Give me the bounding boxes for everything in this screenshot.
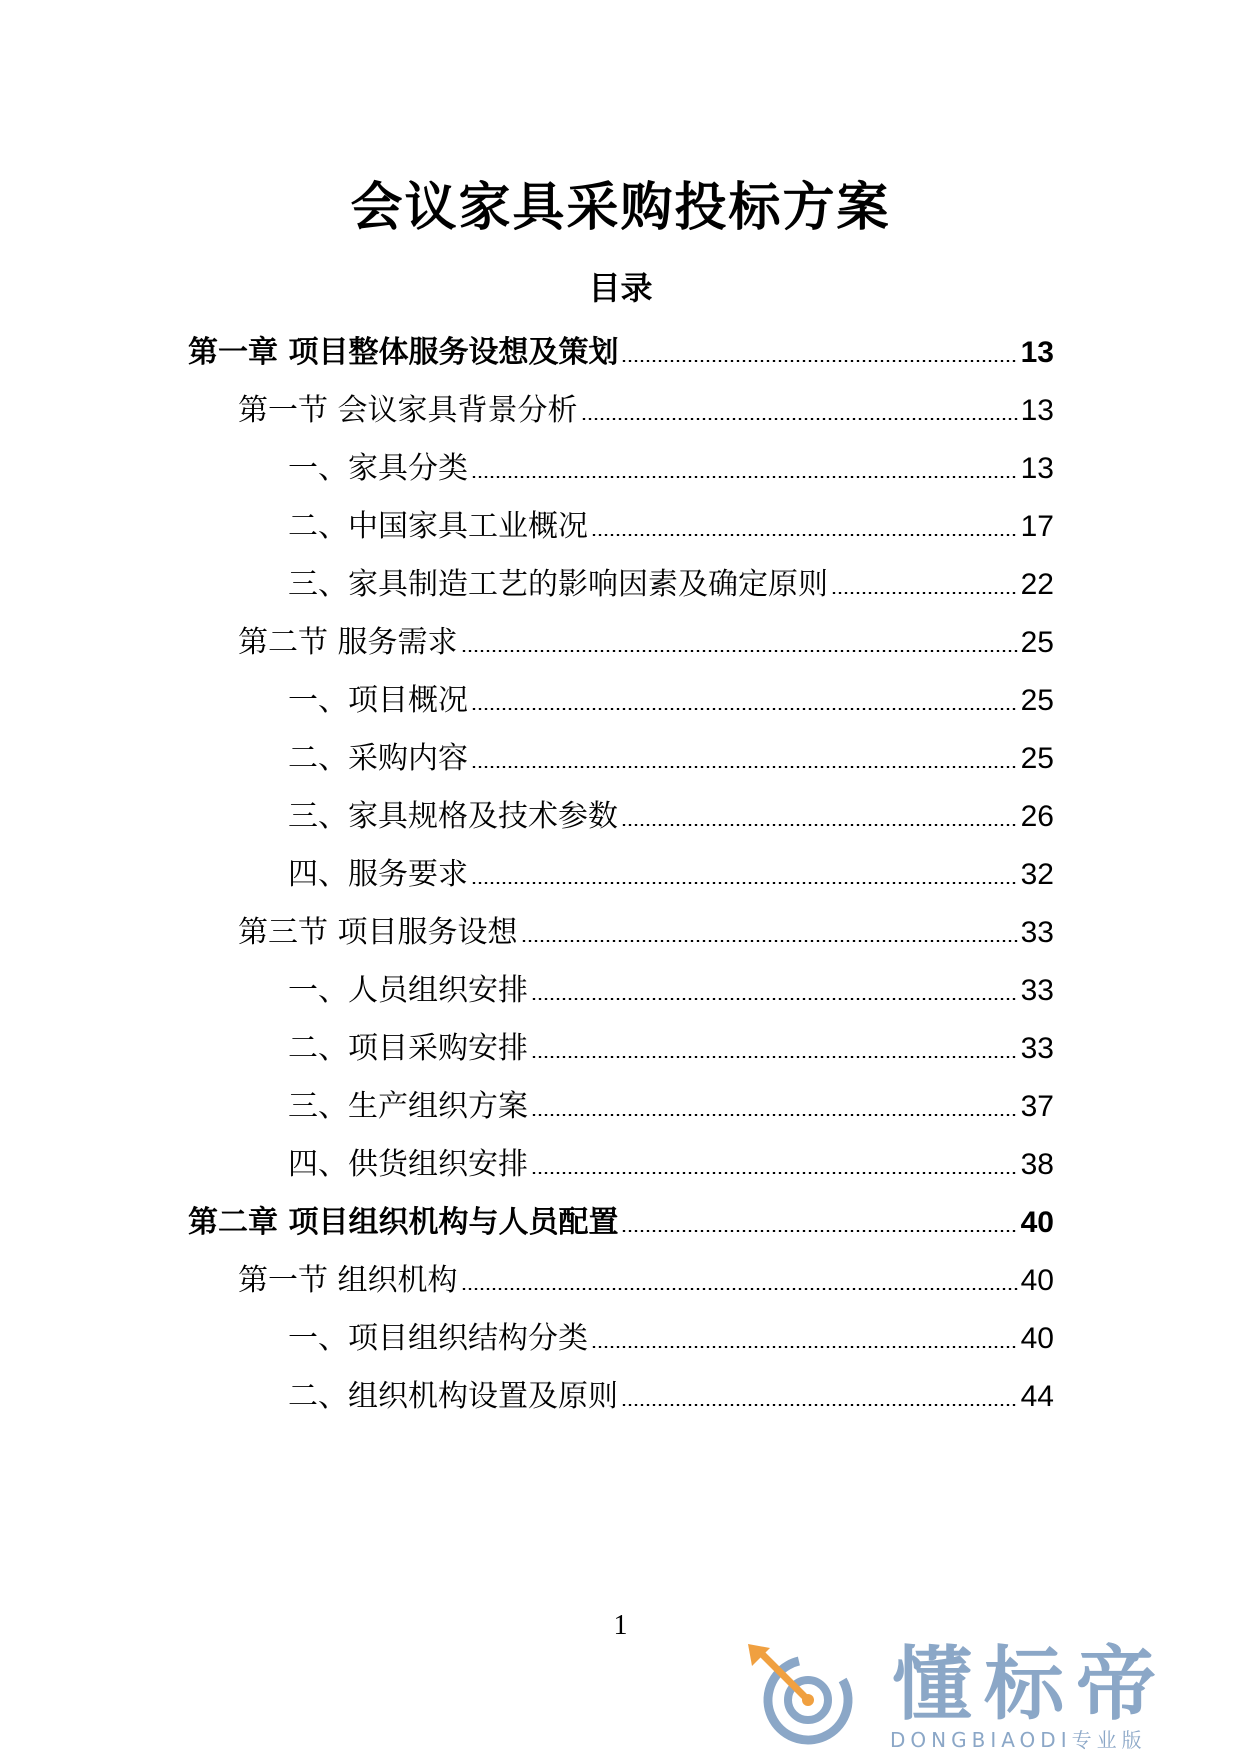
toc-entry-label: 四、服务要求: [288, 857, 468, 892]
toc-entry-page: 38: [1020, 1148, 1054, 1181]
toc-dot-leader: [521, 940, 1018, 942]
toc-entry-label: 二、组织机构设置及原则: [288, 1379, 618, 1414]
toc-dot-leader: [531, 1172, 1018, 1174]
toc-entry[interactable]: [288, 797, 1054, 837]
toc-entry[interactable]: [188, 333, 1054, 373]
toc-entry[interactable]: [288, 681, 1054, 721]
toc-entry-page: 22: [1020, 568, 1054, 601]
toc-heading: 目录: [588, 269, 653, 307]
toc-entry[interactable]: [238, 391, 1054, 431]
toc-dot-leader: [591, 1346, 1018, 1348]
toc-entry-label: 二、项目采购安排: [288, 1031, 528, 1066]
target-arrow-logo-icon: [740, 1640, 870, 1748]
toc-dot-leader: [531, 998, 1018, 1000]
toc-entry-page: 40: [1020, 1264, 1054, 1297]
toc-entry[interactable]: [238, 913, 1054, 953]
toc-entry[interactable]: [288, 1087, 1054, 1127]
toc-entry-page: 13: [1020, 452, 1054, 485]
watermark: [740, 1638, 1220, 1752]
toc-entry-label: 一、人员组织安排: [288, 973, 528, 1008]
toc-entry[interactable]: [238, 1261, 1054, 1301]
toc-dot-leader: [621, 1230, 1017, 1232]
toc-entry-label: 第二章 项目组织机构与人员配置: [188, 1205, 619, 1240]
toc-dot-leader: [591, 534, 1018, 536]
toc-entry-label: 第一章 项目整体服务设想及策划: [188, 335, 619, 370]
toc-entry-page: 40: [1020, 1322, 1054, 1355]
toc-dot-leader: [621, 1404, 1018, 1406]
toc-entry-page: 40: [1020, 1206, 1054, 1239]
toc-dot-leader: [531, 1056, 1018, 1058]
toc-dot-leader: [531, 1114, 1018, 1116]
toc-entry[interactable]: [288, 1319, 1054, 1359]
toc-entry-label: 三、生产组织方案: [288, 1089, 528, 1124]
toc-entry-page: 44: [1020, 1380, 1054, 1413]
toc-entry-label: 第二节 服务需求: [238, 625, 458, 660]
toc-dot-leader: [471, 476, 1018, 478]
watermark-brand-subtitle: DONGBIAODI专业版: [890, 1728, 1147, 1752]
toc-entry[interactable]: [288, 507, 1054, 547]
document-title: 会议家具采购投标方案: [350, 178, 891, 238]
toc-dot-leader: [621, 824, 1018, 826]
toc-entry-label: 三、家具规格及技术参数: [288, 799, 618, 834]
toc-entry-page: 33: [1020, 1032, 1054, 1065]
toc-entry[interactable]: [288, 565, 1054, 605]
toc-entry[interactable]: [288, 1145, 1054, 1185]
toc-entry-label: 二、采购内容: [288, 741, 468, 776]
toc-entry[interactable]: [288, 855, 1054, 895]
toc-dot-leader: [831, 592, 1018, 594]
toc-entry[interactable]: [188, 1203, 1054, 1243]
toc-entry-page: 26: [1020, 800, 1054, 833]
toc-entry-page: 13: [1020, 394, 1054, 427]
toc-entry[interactable]: [288, 739, 1054, 779]
toc-entry-label: 四、供货组织安排: [288, 1147, 528, 1182]
toc-entry[interactable]: [288, 1377, 1054, 1417]
toc-entry-label: 一、项目组织结构分类: [288, 1321, 588, 1356]
toc-entry[interactable]: [238, 623, 1054, 663]
toc-entry-page: 25: [1020, 742, 1054, 775]
watermark-brand-name: 懂标帝: [892, 1638, 1168, 1731]
toc-entry-label: 三、家具制造工艺的影响因素及确定原则: [288, 567, 828, 602]
toc-dot-leader: [471, 882, 1018, 884]
toc-entry-page: 33: [1020, 974, 1054, 1007]
toc-entry-label: 二、中国家具工业概况: [288, 509, 588, 544]
toc-entry-page: 32: [1020, 858, 1054, 891]
toc-entry[interactable]: [288, 971, 1054, 1011]
toc-entry-label: 第三节 项目服务设想: [238, 915, 518, 950]
toc-dot-leader: [621, 360, 1017, 362]
toc-entry-label: 一、家具分类: [288, 451, 468, 486]
toc-dot-leader: [471, 766, 1018, 768]
toc-entry-page: 17: [1020, 510, 1054, 543]
page-number: 1: [613, 1610, 628, 1641]
toc-dot-leader: [471, 708, 1018, 710]
toc-entry-label: 第一节 组织机构: [238, 1263, 458, 1298]
toc-entry-page: 37: [1020, 1090, 1054, 1123]
toc-dot-leader: [461, 1288, 1018, 1290]
toc-entry[interactable]: [288, 1029, 1054, 1069]
toc-entry-page: 33: [1020, 916, 1054, 949]
toc-entry[interactable]: [288, 449, 1054, 489]
toc-entry-label: 一、项目概况: [288, 683, 468, 718]
toc-entry-label: 第一节 会议家具背景分析: [238, 393, 578, 428]
toc-dot-leader: [461, 650, 1018, 652]
toc-entry-page: 25: [1020, 626, 1054, 659]
toc-entry-page: 25: [1020, 684, 1054, 717]
toc-entry-page: 13: [1020, 336, 1054, 369]
toc-dot-leader: [581, 418, 1018, 420]
